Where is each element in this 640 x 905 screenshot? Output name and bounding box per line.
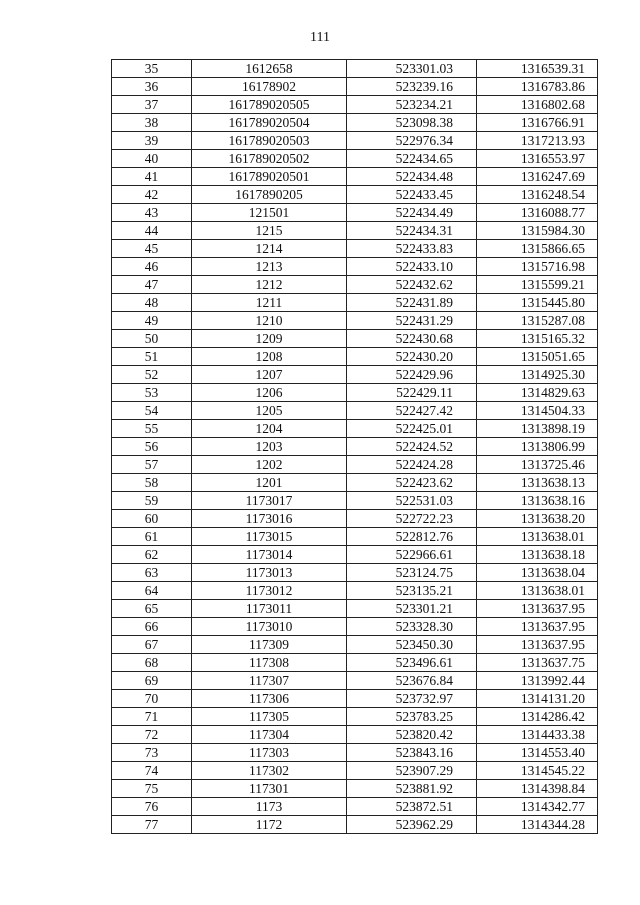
- table-row: [112, 312, 598, 330]
- point-number-cell: 46: [112, 258, 192, 276]
- point-code-cell: 1173017: [192, 492, 347, 510]
- x-coordinate-cell: 523783.25: [347, 708, 477, 726]
- point-code-cell: 1213: [192, 258, 347, 276]
- table-row: [112, 420, 598, 438]
- point-number-cell: 55: [112, 420, 192, 438]
- y-coordinate-cell: 1315599.21: [477, 276, 598, 294]
- y-coordinate-cell: 1313638.04: [477, 564, 598, 582]
- y-coordinate-cell: 1313638.18: [477, 546, 598, 564]
- point-number-cell: 62: [112, 546, 192, 564]
- point-number-cell: 63: [112, 564, 192, 582]
- table-row: [112, 60, 598, 78]
- x-coordinate-cell: 522434.48: [347, 168, 477, 186]
- x-coordinate-cell: 522430.20: [347, 348, 477, 366]
- point-code-cell: 117301: [192, 780, 347, 798]
- table-row: [112, 366, 598, 384]
- point-number-cell: 56: [112, 438, 192, 456]
- x-coordinate-cell: 523301.21: [347, 600, 477, 618]
- x-coordinate-cell: 523820.42: [347, 726, 477, 744]
- y-coordinate-cell: 1313637.95: [477, 600, 598, 618]
- table-row: [112, 654, 598, 672]
- y-coordinate-cell: 1313638.20: [477, 510, 598, 528]
- point-code-cell: 1201: [192, 474, 347, 492]
- x-coordinate-cell: 523124.75: [347, 564, 477, 582]
- table-row: [112, 132, 598, 150]
- point-code-cell: 1210: [192, 312, 347, 330]
- table-row: [112, 150, 598, 168]
- point-number-cell: 67: [112, 636, 192, 654]
- point-code-cell: 1173010: [192, 618, 347, 636]
- x-coordinate-cell: 522434.65: [347, 150, 477, 168]
- x-coordinate-cell: 522433.45: [347, 186, 477, 204]
- table-row: [112, 510, 598, 528]
- point-number-cell: 68: [112, 654, 192, 672]
- table-row: [112, 168, 598, 186]
- y-coordinate-cell: 1314925.30: [477, 366, 598, 384]
- y-coordinate-cell: 1316088.77: [477, 204, 598, 222]
- table-row: [112, 600, 598, 618]
- y-coordinate-cell: 1314342.77: [477, 798, 598, 816]
- point-code-cell: 117303: [192, 744, 347, 762]
- x-coordinate-cell: 522429.11: [347, 384, 477, 402]
- table-row: [112, 492, 598, 510]
- point-code-cell: 161789020505: [192, 96, 347, 114]
- y-coordinate-cell: 1316539.31: [477, 60, 598, 78]
- point-number-cell: 48: [112, 294, 192, 312]
- table-row: [112, 438, 598, 456]
- x-coordinate-cell: 523234.21: [347, 96, 477, 114]
- table-row: [112, 564, 598, 582]
- y-coordinate-cell: 1315445.80: [477, 294, 598, 312]
- y-coordinate-cell: 1314829.63: [477, 384, 598, 402]
- x-coordinate-cell: 523872.51: [347, 798, 477, 816]
- y-coordinate-cell: 1314504.33: [477, 402, 598, 420]
- point-number-cell: 57: [112, 456, 192, 474]
- point-code-cell: 117305: [192, 708, 347, 726]
- point-code-cell: 1207: [192, 366, 347, 384]
- point-number-cell: 52: [112, 366, 192, 384]
- coordinates-table-body: [112, 60, 598, 834]
- x-coordinate-cell: 523450.30: [347, 636, 477, 654]
- table-row: [112, 744, 598, 762]
- table-row: [112, 258, 598, 276]
- point-number-cell: 40: [112, 150, 192, 168]
- point-code-cell: 161789020504: [192, 114, 347, 132]
- point-number-cell: 58: [112, 474, 192, 492]
- point-number-cell: 73: [112, 744, 192, 762]
- point-code-cell: 1208: [192, 348, 347, 366]
- point-code-cell: 1214: [192, 240, 347, 258]
- y-coordinate-cell: 1313638.01: [477, 528, 598, 546]
- y-coordinate-cell: 1317213.93: [477, 132, 598, 150]
- table-row: [112, 204, 598, 222]
- x-coordinate-cell: 522812.76: [347, 528, 477, 546]
- y-coordinate-cell: 1313898.19: [477, 420, 598, 438]
- table-row: [112, 240, 598, 258]
- point-code-cell: 1173: [192, 798, 347, 816]
- point-number-cell: 43: [112, 204, 192, 222]
- y-coordinate-cell: 1316247.69: [477, 168, 598, 186]
- table-row: [112, 816, 598, 834]
- point-code-cell: 117308: [192, 654, 347, 672]
- point-code-cell: 1173014: [192, 546, 347, 564]
- point-code-cell: 1612658: [192, 60, 347, 78]
- point-code-cell: 117302: [192, 762, 347, 780]
- x-coordinate-cell: 522722.23: [347, 510, 477, 528]
- point-code-cell: 117304: [192, 726, 347, 744]
- y-coordinate-cell: 1314398.84: [477, 780, 598, 798]
- y-coordinate-cell: 1316783.86: [477, 78, 598, 96]
- point-code-cell: 16178902: [192, 78, 347, 96]
- point-number-cell: 42: [112, 186, 192, 204]
- point-code-cell: 1202: [192, 456, 347, 474]
- x-coordinate-cell: 522431.29: [347, 312, 477, 330]
- table-row: [112, 402, 598, 420]
- table-row: [112, 114, 598, 132]
- table-row: [112, 348, 598, 366]
- point-number-cell: 41: [112, 168, 192, 186]
- table-row: [112, 96, 598, 114]
- y-coordinate-cell: 1315051.65: [477, 348, 598, 366]
- point-code-cell: 1173015: [192, 528, 347, 546]
- point-code-cell: 161789020501: [192, 168, 347, 186]
- point-number-cell: 54: [112, 402, 192, 420]
- point-number-cell: 36: [112, 78, 192, 96]
- table-row: [112, 456, 598, 474]
- x-coordinate-cell: 523496.61: [347, 654, 477, 672]
- point-number-cell: 71: [112, 708, 192, 726]
- point-number-cell: 53: [112, 384, 192, 402]
- x-coordinate-cell: 523907.29: [347, 762, 477, 780]
- point-number-cell: 74: [112, 762, 192, 780]
- x-coordinate-cell: 522430.68: [347, 330, 477, 348]
- point-code-cell: 1215: [192, 222, 347, 240]
- table-row: [112, 762, 598, 780]
- y-coordinate-cell: 1315165.32: [477, 330, 598, 348]
- x-coordinate-cell: 522423.62: [347, 474, 477, 492]
- y-coordinate-cell: 1315287.08: [477, 312, 598, 330]
- table-row: [112, 222, 598, 240]
- y-coordinate-cell: 1315984.30: [477, 222, 598, 240]
- point-code-cell: 117306: [192, 690, 347, 708]
- table-row: [112, 528, 598, 546]
- x-coordinate-cell: 522427.42: [347, 402, 477, 420]
- table-row: [112, 690, 598, 708]
- y-coordinate-cell: 1314344.28: [477, 816, 598, 834]
- y-coordinate-cell: 1316553.97: [477, 150, 598, 168]
- point-number-cell: 39: [112, 132, 192, 150]
- point-number-cell: 70: [112, 690, 192, 708]
- point-number-cell: 75: [112, 780, 192, 798]
- point-code-cell: 1209: [192, 330, 347, 348]
- point-number-cell: 61: [112, 528, 192, 546]
- table-row: [112, 276, 598, 294]
- y-coordinate-cell: 1314545.22: [477, 762, 598, 780]
- table-row: [112, 636, 598, 654]
- x-coordinate-cell: 523676.84: [347, 672, 477, 690]
- x-coordinate-cell: 522424.52: [347, 438, 477, 456]
- point-code-cell: 1211: [192, 294, 347, 312]
- point-number-cell: 72: [112, 726, 192, 744]
- x-coordinate-cell: 523881.92: [347, 780, 477, 798]
- point-code-cell: 1173011: [192, 600, 347, 618]
- table-row: [112, 330, 598, 348]
- table-row: [112, 384, 598, 402]
- table-row: [112, 708, 598, 726]
- point-code-cell: 161789020503: [192, 132, 347, 150]
- x-coordinate-cell: 522431.89: [347, 294, 477, 312]
- y-coordinate-cell: 1314553.40: [477, 744, 598, 762]
- point-code-cell: 1617890205: [192, 186, 347, 204]
- point-number-cell: 49: [112, 312, 192, 330]
- y-coordinate-cell: 1316248.54: [477, 186, 598, 204]
- point-number-cell: 44: [112, 222, 192, 240]
- point-code-cell: 121501: [192, 204, 347, 222]
- y-coordinate-cell: 1313637.75: [477, 654, 598, 672]
- point-code-cell: 117309: [192, 636, 347, 654]
- point-code-cell: 1204: [192, 420, 347, 438]
- point-number-cell: 38: [112, 114, 192, 132]
- x-coordinate-cell: 522425.01: [347, 420, 477, 438]
- point-code-cell: 1205: [192, 402, 347, 420]
- point-number-cell: 77: [112, 816, 192, 834]
- table-row: [112, 798, 598, 816]
- y-coordinate-cell: 1313992.44: [477, 672, 598, 690]
- x-coordinate-cell: 523843.16: [347, 744, 477, 762]
- table-row: [112, 780, 598, 798]
- table-row: [112, 546, 598, 564]
- x-coordinate-cell: 522966.61: [347, 546, 477, 564]
- point-code-cell: 1212: [192, 276, 347, 294]
- table-row: [112, 186, 598, 204]
- y-coordinate-cell: 1315866.65: [477, 240, 598, 258]
- page-number: 111: [310, 30, 330, 45]
- point-code-cell: 1173012: [192, 582, 347, 600]
- x-coordinate-cell: 522434.49: [347, 204, 477, 222]
- point-code-cell: 1203: [192, 438, 347, 456]
- coordinates-table: [111, 59, 598, 834]
- x-coordinate-cell: 523135.21: [347, 582, 477, 600]
- table-row: [112, 672, 598, 690]
- y-coordinate-cell: 1314286.42: [477, 708, 598, 726]
- x-coordinate-cell: 522433.10: [347, 258, 477, 276]
- point-number-cell: 45: [112, 240, 192, 258]
- x-coordinate-cell: 522432.62: [347, 276, 477, 294]
- x-coordinate-cell: 523732.97: [347, 690, 477, 708]
- x-coordinate-cell: 522976.34: [347, 132, 477, 150]
- point-number-cell: 59: [112, 492, 192, 510]
- y-coordinate-cell: 1313806.99: [477, 438, 598, 456]
- point-code-cell: 1172: [192, 816, 347, 834]
- point-code-cell: 1173016: [192, 510, 347, 528]
- table-row: [112, 618, 598, 636]
- point-number-cell: 47: [112, 276, 192, 294]
- table-row: [112, 78, 598, 96]
- x-coordinate-cell: 522429.96: [347, 366, 477, 384]
- point-number-cell: 66: [112, 618, 192, 636]
- y-coordinate-cell: 1313638.01: [477, 582, 598, 600]
- x-coordinate-cell: 523301.03: [347, 60, 477, 78]
- y-coordinate-cell: 1314131.20: [477, 690, 598, 708]
- y-coordinate-cell: 1313638.13: [477, 474, 598, 492]
- point-number-cell: 35: [112, 60, 192, 78]
- y-coordinate-cell: 1313637.95: [477, 636, 598, 654]
- y-coordinate-cell: 1313637.95: [477, 618, 598, 636]
- x-coordinate-cell: 522433.83: [347, 240, 477, 258]
- point-code-cell: 1206: [192, 384, 347, 402]
- x-coordinate-cell: 523962.29: [347, 816, 477, 834]
- x-coordinate-cell: 523328.30: [347, 618, 477, 636]
- point-number-cell: 60: [112, 510, 192, 528]
- x-coordinate-cell: 522531.03: [347, 492, 477, 510]
- x-coordinate-cell: 523239.16: [347, 78, 477, 96]
- y-coordinate-cell: 1316766.91: [477, 114, 598, 132]
- point-number-cell: 51: [112, 348, 192, 366]
- point-code-cell: 161789020502: [192, 150, 347, 168]
- table-row: [112, 726, 598, 744]
- point-code-cell: 1173013: [192, 564, 347, 582]
- point-code-cell: 117307: [192, 672, 347, 690]
- x-coordinate-cell: 523098.38: [347, 114, 477, 132]
- y-coordinate-cell: 1313638.16: [477, 492, 598, 510]
- x-coordinate-cell: 522424.28: [347, 456, 477, 474]
- point-number-cell: 76: [112, 798, 192, 816]
- point-number-cell: 64: [112, 582, 192, 600]
- point-number-cell: 65: [112, 600, 192, 618]
- y-coordinate-cell: 1314433.38: [477, 726, 598, 744]
- table-row: [112, 582, 598, 600]
- y-coordinate-cell: 1315716.98: [477, 258, 598, 276]
- table-row: [112, 474, 598, 492]
- point-number-cell: 69: [112, 672, 192, 690]
- table-row: [112, 294, 598, 312]
- y-coordinate-cell: 1316802.68: [477, 96, 598, 114]
- point-number-cell: 50: [112, 330, 192, 348]
- x-coordinate-cell: 522434.31: [347, 222, 477, 240]
- point-number-cell: 37: [112, 96, 192, 114]
- y-coordinate-cell: 1313725.46: [477, 456, 598, 474]
